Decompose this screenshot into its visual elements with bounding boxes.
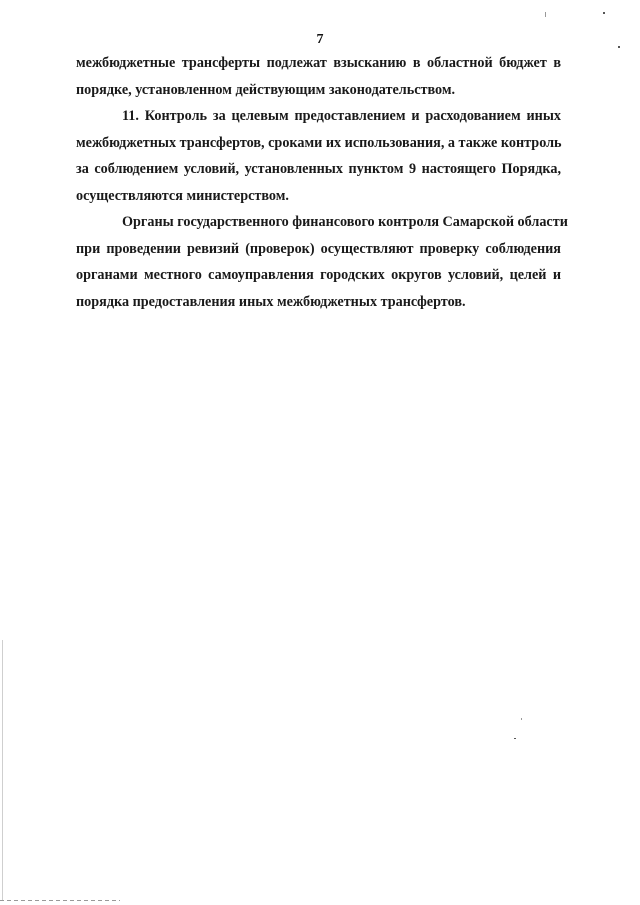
text-line: осуществляются министерством. bbox=[76, 187, 289, 204]
text-line: Органы государственного финансового контроля Самарской области bbox=[122, 214, 568, 230]
text-line: межбюджетных трансфертов, сроками их использования, а также контроль bbox=[76, 134, 562, 151]
scan-edge-bottom bbox=[0, 900, 120, 901]
paragraph-item-11 bbox=[76, 103, 561, 209]
scan-speck bbox=[521, 718, 522, 720]
text-line: 11. Контроль за целевым предоставлением и расходованием иных bbox=[122, 108, 561, 124]
scan-speck bbox=[618, 46, 620, 48]
page-number: 7 bbox=[316, 32, 324, 47]
text-line: органами местного самоуправления городских округов условий, целей и bbox=[76, 267, 561, 283]
paragraph-continuation bbox=[76, 50, 561, 103]
text-line: при проведении ревизий (проверок) осуществляют проверку соблюдения bbox=[76, 240, 561, 257]
scan-speck bbox=[545, 12, 546, 17]
text-line: за соблюдением условий, установленных пунктом 9 настоящего Порядка, bbox=[76, 161, 561, 177]
text-line: межбюджетные трансферты подлежат взысканию в областной бюджет в bbox=[76, 55, 561, 71]
text-line: порядка предоставления иных межбюджетных трансфертов. bbox=[76, 293, 466, 310]
scan-speck bbox=[603, 12, 605, 14]
scan-edge-left bbox=[2, 640, 3, 900]
text-line: порядке, установленном действующим законодательством. bbox=[76, 81, 456, 98]
scan-speck bbox=[514, 738, 516, 739]
paragraph-financial-control bbox=[76, 209, 568, 315]
document-body bbox=[76, 50, 568, 315]
